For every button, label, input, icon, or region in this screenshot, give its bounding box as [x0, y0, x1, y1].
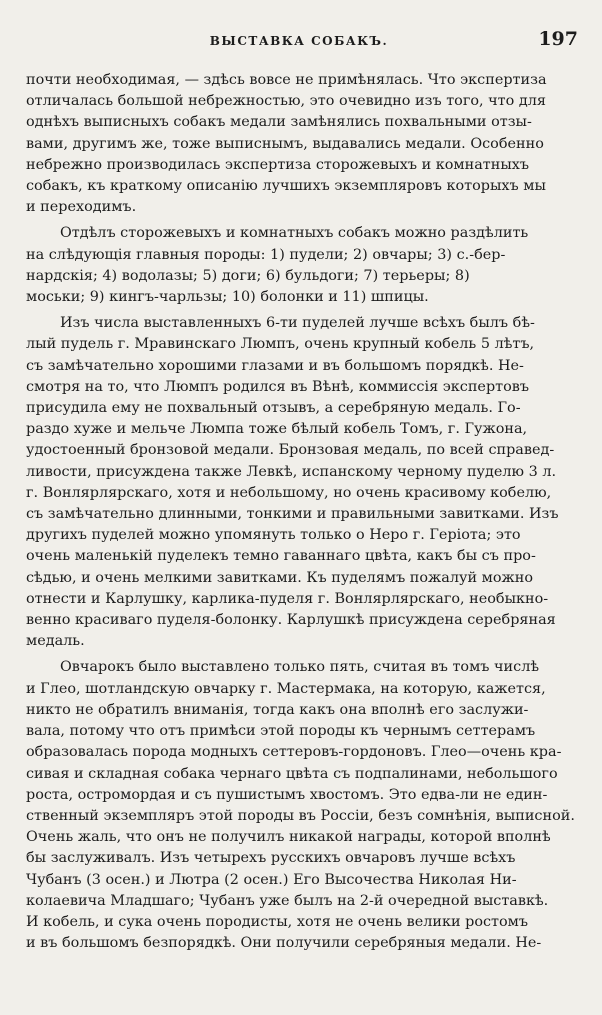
text-line: почти необходимая, — здѣсь вовсе не примѣнялась. Что экспертиза — [26, 72, 547, 88]
paragraph-2 — [26, 223, 571, 308]
page-body — [26, 70, 575, 959]
text-line: колаевича Младшаго; Чубанъ уже былъ на 2-й очередной выставкѣ. — [26, 892, 549, 909]
text-line: И кобель, и сука очень породисты, хотя не очень велики ростомъ — [26, 913, 529, 930]
text-line: вами, другимъ же, тоже выписнымъ, выдавались медали. Особенно — [26, 135, 544, 152]
text-line: другихъ пуделей можно упомянуть только о Неро г. Герiота; это — [26, 527, 521, 544]
text-line: венно красиваго пуделя-болонку. Карлушкѣ присуждена серебряная — [26, 612, 556, 629]
text-line: Изъ числа выставленныхъ 6-ти пуделей лучше всѣхъ былъ бѣ- — [60, 315, 535, 332]
text-line: однѣхъ выписныхъ собакъ медали замѣнялись похвальными отзы- — [26, 114, 532, 131]
text-line: смотря на то, что Люмпъ родился въ Вѣнѣ, коммиссiя экспертовъ — [26, 378, 530, 395]
page-number: 197 — [538, 28, 578, 50]
text-line: бы заслуживалъ. Изъ четырехъ русскихъ овчаровъ лучше всѣхъ — [26, 850, 516, 867]
text-line: отнести и Карлушку, карлика-пуделя г. Вонлярлярскаго, необыкно- — [26, 590, 549, 607]
paragraph-3 — [26, 313, 571, 652]
text-line: нардскiя; 4) водолазы; 5) доги; 6) бульдоги; 7) терьеры; 8) — [26, 267, 470, 284]
text-line: ливости, присуждена также Левкѣ, испанскому черному пуделю 3 л. — [26, 463, 557, 480]
text-line: на слѣдующiя главныя породы: 1) пудели; 2) овчары; 3) с.-бер- — [26, 246, 506, 263]
text-line: никто не обратилъ вниманiя, тогда какъ она вполнѣ его заслужи- — [26, 701, 529, 718]
running-head: ВЫСТАВКА СОБАКЪ. — [209, 34, 389, 48]
text-line: г. Вонлярлярскаго, хотя и небольшому, но очень красивому кобелю, — [26, 484, 552, 501]
text-line: моськи; 9) кингъ-чарльзы; 10) болонки и 11) шпицы. — [26, 289, 429, 306]
paragraph-4 — [26, 657, 575, 954]
text-line: Очень жаль, что онъ не получилъ никакой награды, которой вполнѣ — [26, 829, 551, 846]
text-line: съ замѣчательно длинными, тонкими и правильными завитками. Изъ — [26, 506, 559, 523]
text-line: сивая и складная собака чернаго цвѣта съ подпалинами, небольшого — [26, 765, 558, 782]
text-line: съ замѣчательно хорошими глазами и въ большомъ порядкѣ. Не- — [26, 357, 524, 374]
text-line: очень маленькiй пуделекъ темно гаваннаго цвѣта, какъ бы съ про- — [26, 548, 536, 565]
text-line: Чубанъ (3 осен.) и Лютра (2 осен.) Его Высочества Николая Ни- — [26, 871, 517, 888]
text-line: небрежно производилась экспертиза сторожевыхъ и комнатныхъ — [26, 156, 530, 173]
page-header — [20, 28, 578, 54]
text-line: ственный экземпляръ этой породы въ Россiи, безъ сомнѣнiя, выписной. — [26, 807, 575, 824]
text-line: сѣдью, и очень мелкими завитками. Къ пуделямъ пожалуй можно — [26, 569, 534, 586]
text-line: роста, остромордая и съ пушистымъ хвостомъ. Это едва-ли не един- — [26, 786, 548, 803]
paragraph-1 — [26, 70, 571, 218]
text-line: собакъ, къ краткому описанiю лучшихъ экземпляровъ которыхъ мы — [26, 178, 546, 195]
text-line: вала, потому что отъ примѣси этой породы къ чернымъ сеттерамъ — [26, 723, 536, 740]
text-line: и Глео, шотландскую овчарку г. Мастермака, на которую, кажется, — [26, 680, 546, 697]
text-line: Отдѣлъ сторожевыхъ и комнатныхъ собакъ можно раздѣлить — [60, 225, 529, 242]
text-line: удостоенный бронзовой медали. Бронзовая медаль, по всей справед- — [26, 442, 555, 459]
text-line: присудила ему не похвальный отзывъ, а серебряную медаль. Го- — [26, 400, 521, 417]
text-line: медаль. — [26, 633, 85, 650]
text-line: и переходимъ. — [26, 199, 137, 216]
text-line: лый пудель г. Мравинскаго Люмпъ, очень крупный кобель 5 лѣтъ, — [26, 336, 535, 353]
text-line: и въ большомъ безпорядкѣ. Они получили серебряныя медали. Не- — [26, 935, 542, 952]
text-line: Овчарокъ было выставлено только пять, считая въ томъ числѣ — [60, 659, 540, 676]
text-line: раздо хуже и мельче Люмпа тоже бѣлый кобель Томъ, г. Гужона, — [26, 421, 528, 438]
text-line: образовалась порода модныхъ сеттеровъ-гордоновъ. Глео—очень кра- — [26, 744, 562, 761]
text-line: отличалась большой небрежностью, это очевидно изъ того, что для — [26, 93, 546, 110]
